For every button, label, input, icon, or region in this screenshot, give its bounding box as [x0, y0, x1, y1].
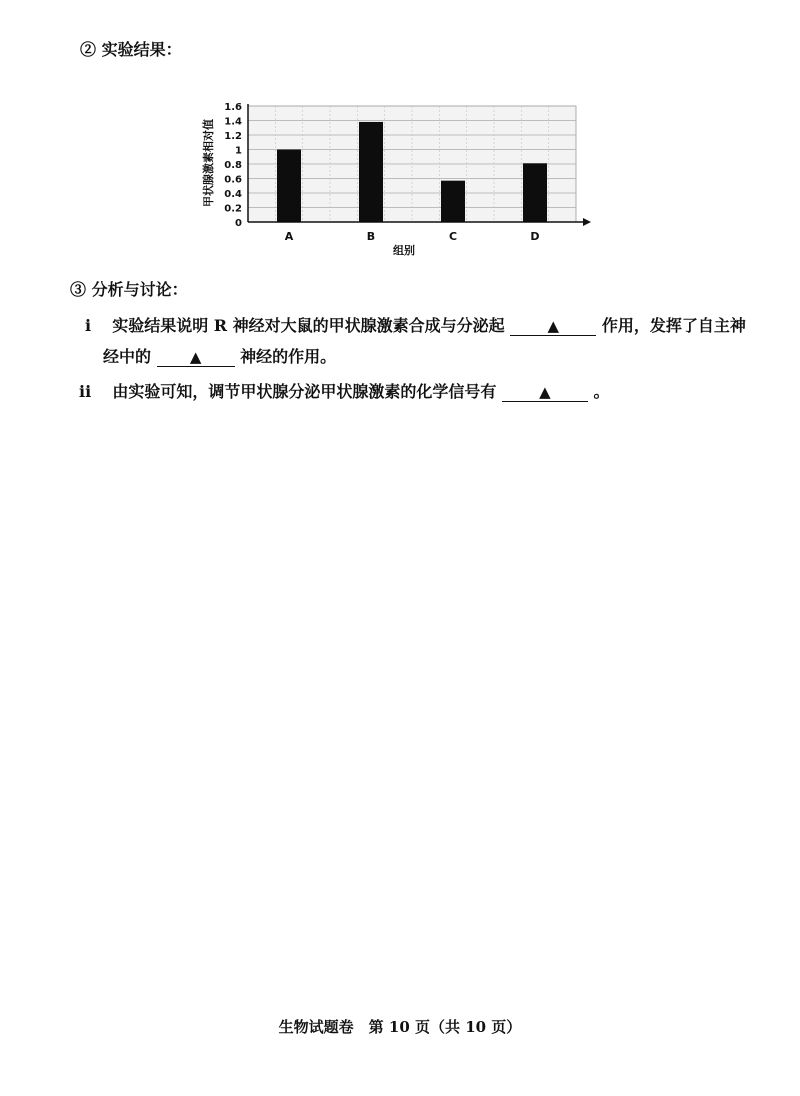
y-tick-label: 1.4 [224, 116, 242, 128]
analysis-heading: ③ 分析与讨论： [70, 280, 188, 299]
x-tick-labels [285, 230, 540, 243]
answer-blank-2[interactable] [157, 348, 235, 367]
question-1-line-1 [85, 316, 746, 336]
question-1-text-b: 作用，发挥了自主神 [601, 316, 746, 335]
question-1-text-a: 实验结果说明 R 神经对大鼠的甲状腺激素合成与分泌起 [112, 316, 505, 335]
y-tick-label: 1.2 [224, 131, 242, 142]
y-tick-label: 0 [235, 218, 242, 229]
y-tick-label: 0.2 [224, 203, 242, 215]
page-footer: 生物试题卷 第 10 页（共 10 页） [278, 1018, 522, 1036]
answer-blank-3[interactable] [502, 383, 588, 402]
thyroid-hormone-bar-chart [198, 92, 598, 262]
bar-D [523, 163, 547, 222]
y-tick-label: 1 [235, 145, 242, 157]
x-axis-label: 组别 [393, 244, 415, 257]
question-2-text-a: 由实验可知，调节甲状腺分泌甲状腺激素的化学信号有 [112, 382, 497, 401]
x-tick-label: C [448, 230, 458, 243]
y-tick-label: 0.8 [224, 160, 242, 171]
y-tick-labels [224, 102, 242, 229]
question-2-marker: ii [79, 382, 92, 401]
answer-blank-1[interactable] [510, 317, 596, 336]
y-tick-label: 0.4 [224, 189, 242, 200]
y-axis-label: 甲状腺激素相对值 [202, 119, 215, 207]
bar-A [277, 150, 301, 223]
triangle-icon: ▲ [189, 348, 202, 366]
bar-B [359, 122, 383, 222]
triangle-icon: ▲ [539, 383, 551, 401]
result-heading: ② 实验结果： [80, 40, 182, 59]
y-tick-label: 0.6 [224, 174, 242, 186]
triangle-icon: ▲ [547, 317, 560, 335]
question-1-line-2 [103, 347, 336, 367]
question-1-text-d: 神经的作用。 [240, 347, 337, 366]
x-tick-label: B [366, 230, 376, 243]
question-1-marker: i [85, 316, 92, 335]
question-2-text-b: 。 [593, 382, 610, 401]
x-tick-label: A [284, 230, 294, 243]
question-2-line [79, 382, 610, 402]
x-tick-label: D [530, 230, 540, 243]
bar-C [441, 181, 465, 222]
question-1-text-c: 经中的 [103, 347, 152, 366]
x-axis-arrow [583, 218, 591, 226]
y-tick-label: 1.6 [224, 102, 242, 113]
